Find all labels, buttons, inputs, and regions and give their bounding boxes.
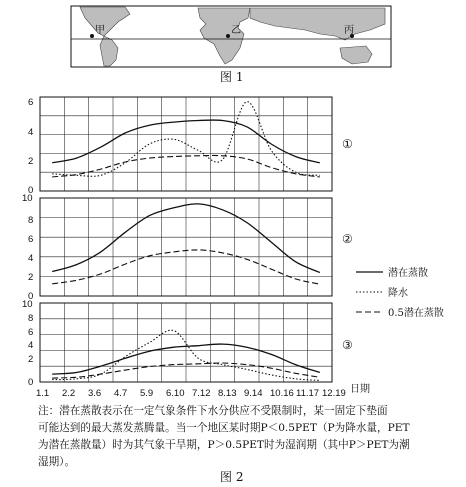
y-ticks-panel-1 xyxy=(28,97,33,196)
x-tick-label: 11.17 xyxy=(296,388,320,399)
chart-grid xyxy=(40,198,332,296)
panel-label-2: ② xyxy=(342,232,353,246)
y-tick-label: 8 xyxy=(28,215,34,226)
x-tick-label: 4.7 xyxy=(114,388,128,399)
x-tick-label: 7.12 xyxy=(192,388,211,399)
y-tick-label: 2 xyxy=(28,354,34,365)
y-tick-label: 0 xyxy=(28,377,34,388)
x-tick-label: 10.16 xyxy=(270,388,294,399)
y-tick-label: 2 xyxy=(28,272,34,283)
legend-label: 潜在蒸散 xyxy=(388,268,428,279)
world-map xyxy=(71,6,391,67)
y-tick-label: 4 xyxy=(28,127,34,138)
note-line: 可能达到的最大蒸发蒸腾量。当一个地区某时期P＜0.5PET（P为降水量，PET xyxy=(38,422,410,434)
y-tick-label: 6 xyxy=(28,327,34,338)
y-tick-label: 10 xyxy=(22,299,33,310)
x-tick-label: 2.2 xyxy=(62,388,76,399)
location-label-b: 乙 xyxy=(231,25,241,36)
x-tick-label: 1.1 xyxy=(36,388,50,399)
y-ticks-panel-3 xyxy=(22,299,33,388)
x-tick-label: 12.19 xyxy=(322,388,346,399)
x-axis-ticks xyxy=(36,388,346,399)
location-label-a: 甲 xyxy=(95,25,105,36)
x-axis-title: 日期 xyxy=(350,384,370,395)
x-tick-label: 6.10 xyxy=(166,388,185,399)
y-tick-label: 10 xyxy=(22,193,33,204)
chart-panel-2 xyxy=(40,198,332,296)
y-tick-label: 4 xyxy=(28,253,34,264)
chart-panel-3 xyxy=(40,303,332,382)
chart-panel-1 xyxy=(40,97,332,191)
location-dot-b xyxy=(226,34,230,38)
chart-legend xyxy=(356,266,444,319)
y-tick-label: 0 xyxy=(28,291,34,302)
y-tick-label: 8 xyxy=(28,313,34,324)
y-ticks-panel-2 xyxy=(22,193,33,302)
x-tick-label: 9.14 xyxy=(244,388,263,399)
x-tick-label: 3.6 xyxy=(88,388,102,399)
x-tick-label: 5.9 xyxy=(140,388,154,399)
panel-label-3: ③ xyxy=(342,338,353,352)
legend-label: 0.5潜在蒸散 xyxy=(388,308,444,319)
note-line: 湿期）。 xyxy=(38,456,76,468)
chart-grid xyxy=(40,303,332,382)
figure1-caption: 图 1 xyxy=(220,70,244,84)
panel-label-1: ① xyxy=(342,137,353,151)
figure2-caption: 图 2 xyxy=(220,470,244,484)
legend-label: 降水 xyxy=(388,288,408,299)
y-tick-label: 0 xyxy=(28,185,34,196)
y-tick-label: 2 xyxy=(28,156,34,167)
location-label-c: 丙 xyxy=(344,25,354,36)
figure-note xyxy=(38,403,458,471)
y-tick-label: 4 xyxy=(28,340,34,351)
y-tick-label: 6 xyxy=(28,234,34,245)
location-dot-a xyxy=(90,34,94,38)
note-line: 为潜在蒸散量）时为其气象干旱期，P＞0.5PET时为湿润期（其中P＞PET为潮 xyxy=(38,439,410,451)
y-tick-label: 6 xyxy=(28,97,34,108)
note-line: 注：潜在蒸散表示在一定气象条件下水分供应不受限制时，某一固定下垫面 xyxy=(38,405,388,417)
x-tick-label: 8.13 xyxy=(218,388,237,399)
chart-grid xyxy=(40,97,332,191)
